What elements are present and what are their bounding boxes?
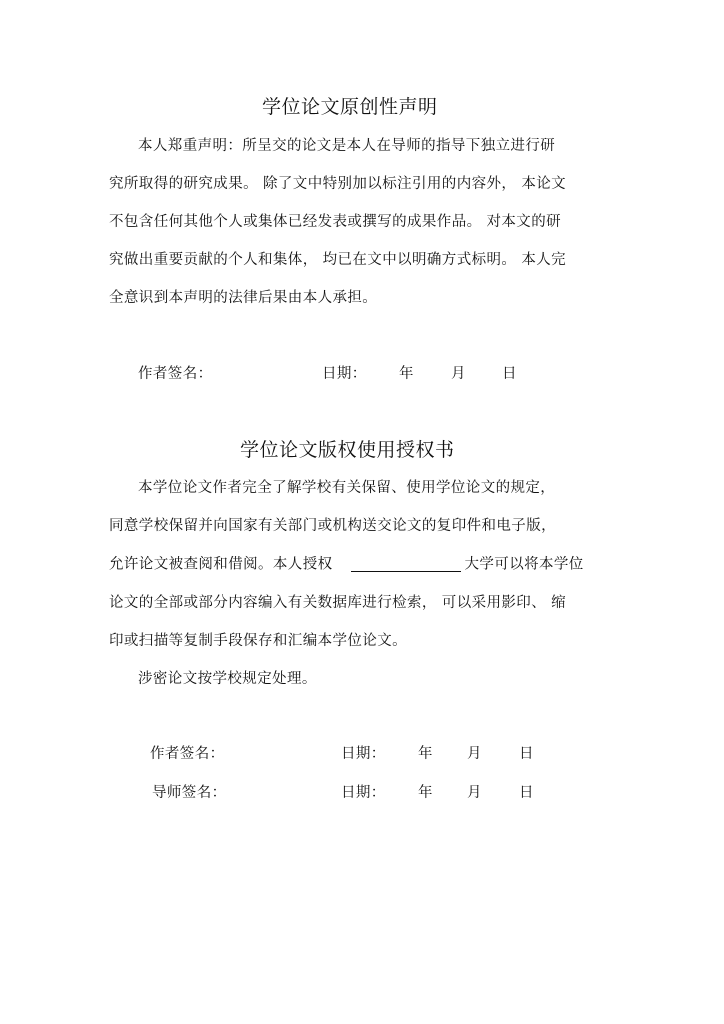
month-label: 月 — [467, 746, 482, 762]
year-label: 年 — [418, 746, 433, 762]
section1-line-4: 究做出重要贡献的个人和集体， 均已在文中以明确方式标明。 本人完 — [109, 252, 567, 268]
year-label: 年 — [399, 366, 414, 382]
month-label: 月 — [467, 785, 482, 801]
date-label: 日期： — [341, 746, 386, 762]
day-label: 日 — [502, 366, 517, 382]
authorization-text: 允许论文被查阅和借阅。本人授权 — [109, 556, 333, 573]
day-label: 日 — [519, 785, 534, 801]
section1-line-3: 不包含任何其他个人或集体已经发表或撰写的成果作品。 对本文的研 — [109, 214, 562, 230]
author-signature-label: 作者签名： — [138, 366, 213, 382]
section2-line-5: 印或扫描等复制手段保存和汇编本学位论文。 — [109, 633, 407, 649]
university-name-blank[interactable] — [351, 557, 461, 572]
month-label: 月 — [451, 366, 466, 382]
section1-line-5: 全意识到本声明的法律后果由本人承担。 — [109, 290, 378, 306]
section2-title: 学位论文版权使用授权书 — [240, 439, 455, 461]
section2-line-6: 涉密论文按学校规定处理。 — [138, 671, 317, 687]
section2-line-1: 本学位论文作者完全了解学校有关保留、使用学位论文的规定， — [138, 480, 556, 496]
section1-title: 学位论文原创性声明 — [262, 96, 438, 118]
author-signature-label: 作者签名： — [150, 746, 225, 762]
supervisor-signature-label: 导师签名： — [152, 785, 227, 801]
section2-line-3 — [109, 557, 584, 572]
section2-line-4: 论文的全部或部分内容编入有关数据库进行检索， 可以采用影印、 缩 — [109, 595, 567, 611]
year-label: 年 — [418, 785, 433, 801]
date-label: 日期： — [341, 785, 386, 801]
section2-line-2: 同意学校保留并向国家有关部门或机构送交论文的复印件和电子版， — [109, 518, 556, 534]
date-label: 日期： — [322, 366, 367, 382]
authorization-text-cont: 大学可以将本学位 — [464, 556, 584, 573]
day-label: 日 — [519, 746, 534, 762]
section1-line-1: 本人郑重声明：所呈交的论文是本人在导师的指导下独立进行研 — [138, 138, 556, 154]
section1-line-2: 究所取得的研究成果。 除了文中特别加以标注引用的内容外， 本论文 — [109, 176, 567, 192]
